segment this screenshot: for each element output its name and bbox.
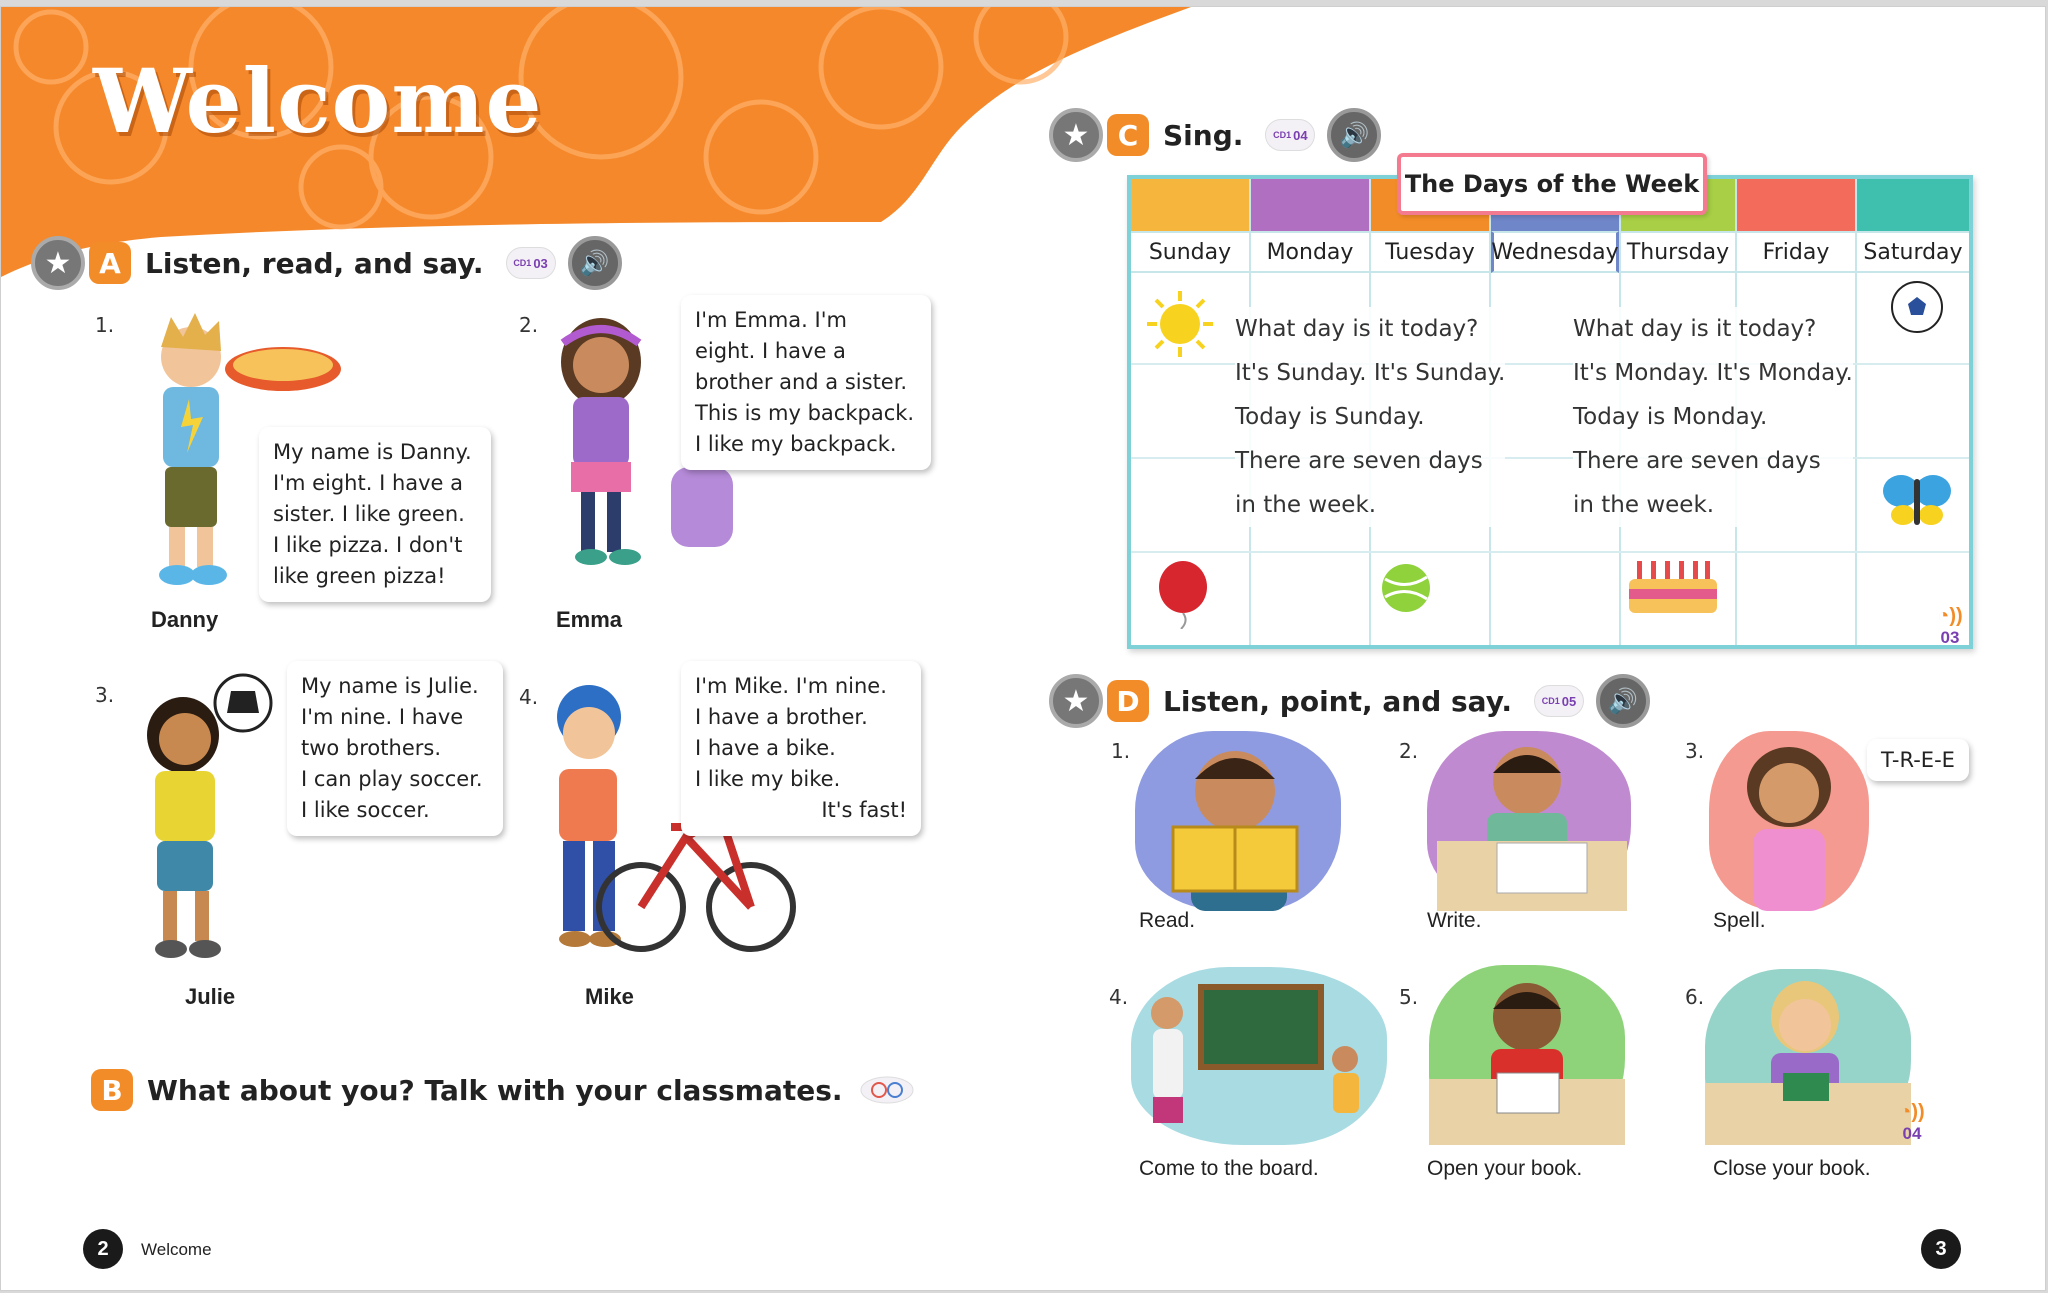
footer-label: Welcome bbox=[141, 1240, 212, 1259]
day-color-bar bbox=[1131, 179, 1249, 231]
grid-line bbox=[1131, 551, 1969, 553]
item-number: 3. bbox=[1685, 739, 1705, 763]
day-label: Saturday bbox=[1857, 231, 1969, 273]
character-name: Danny bbox=[151, 607, 219, 632]
mike-speech-bubble: I'm Mike. I'm nine. I have a brother. I have a bike. I like my bike. It's fast! bbox=[681, 661, 921, 836]
section-b-header bbox=[91, 1062, 915, 1118]
song-title: The Days of the Week bbox=[1397, 153, 1707, 215]
section-a-instruction: Listen, read, and say. bbox=[145, 246, 484, 280]
comic-number: 1. bbox=[95, 313, 115, 337]
item-caption: Close your book. bbox=[1713, 1157, 1871, 1180]
classroom-board-illustration bbox=[1131, 967, 1387, 1145]
section-a-header bbox=[31, 235, 622, 291]
girl-spelling-illustration bbox=[1709, 731, 1869, 911]
open-book-picture bbox=[1429, 965, 1625, 1145]
boy-open-book-illustration bbox=[1429, 965, 1625, 1145]
spell-picture bbox=[1709, 731, 1869, 911]
section-c-instruction: Sing. bbox=[1163, 118, 1244, 152]
soccer-ball-icon bbox=[1889, 279, 1945, 335]
page-number-right: 3 bbox=[1921, 1229, 1961, 1269]
day-color-bar bbox=[1737, 179, 1855, 231]
item-number: 1. bbox=[1111, 739, 1131, 763]
day-color-bar bbox=[1251, 179, 1369, 231]
item-caption: Come to the board. bbox=[1139, 1157, 1319, 1180]
birthday-cake-icon bbox=[1623, 553, 1723, 619]
cd-track-icon[interactable]: CD1 03 bbox=[506, 247, 556, 279]
speaker-icon[interactable]: 🔊 bbox=[1596, 674, 1650, 728]
item-number: 2. bbox=[1399, 739, 1419, 763]
section-b-letter: B bbox=[91, 1069, 133, 1111]
pair-work-icon bbox=[859, 1075, 915, 1105]
emma-speech-bubble: I'm Emma. I'm eight. I have a brother and a sister. This is my backpack. I like my backpack. bbox=[681, 295, 931, 470]
item-caption: Write. bbox=[1427, 909, 1482, 932]
star-icon[interactable]: ★ bbox=[1049, 108, 1103, 162]
butterfly-icon bbox=[1881, 469, 1953, 529]
day-label: Tuesday bbox=[1371, 231, 1489, 273]
julie-speech-bubble: My name is Julie. I'm nine. I have two brothers. I can play soccer. I like soccer. bbox=[287, 661, 503, 836]
section-c-header bbox=[1049, 107, 1381, 163]
julie-illustration bbox=[111, 673, 291, 973]
item-number: 4. bbox=[1109, 985, 1129, 1009]
item-caption: Spell. bbox=[1713, 909, 1766, 932]
star-icon[interactable]: ★ bbox=[1049, 674, 1103, 728]
write-picture bbox=[1427, 731, 1631, 911]
balloon-icon bbox=[1153, 559, 1213, 629]
audio-track-icon[interactable]: ◔)) 04 bbox=[1899, 1101, 1925, 1143]
song-verse-left: What day is it today? It's Sunday. It's Sunday. Today is Sunday. There are seven days in the week. bbox=[1235, 307, 1505, 527]
speaker-icon[interactable]: 🔊 bbox=[1327, 108, 1381, 162]
item-number: 6. bbox=[1685, 985, 1705, 1009]
close-book-picture bbox=[1705, 969, 1911, 1145]
day-label: Sunday bbox=[1131, 231, 1249, 273]
section-c-letter: C bbox=[1107, 114, 1149, 156]
audio-track-icon[interactable]: ◔)) 03 bbox=[1937, 605, 1963, 647]
boy-reading-illustration bbox=[1135, 731, 1341, 911]
day-label: Friday bbox=[1737, 231, 1855, 273]
sun-icon bbox=[1145, 289, 1215, 359]
item-caption: Open your book. bbox=[1427, 1157, 1583, 1180]
item-caption: Read. bbox=[1139, 909, 1196, 932]
speaker-icon[interactable]: 🔊 bbox=[568, 236, 622, 290]
board-picture bbox=[1131, 967, 1387, 1145]
item-number: 5. bbox=[1399, 985, 1419, 1009]
character-name: Emma bbox=[556, 607, 623, 632]
section-b-instruction: What about you? Talk with your classmates. bbox=[147, 1073, 843, 1107]
cd-track-icon[interactable]: CD1 05 bbox=[1534, 685, 1584, 717]
character-name: Mike bbox=[585, 984, 634, 1009]
day-label: Monday bbox=[1251, 231, 1369, 273]
day-column-saturday bbox=[1857, 179, 1969, 645]
day-label: Wednesday bbox=[1491, 231, 1619, 273]
section-d-letter: D bbox=[1107, 680, 1149, 722]
comic-number: 4. bbox=[519, 685, 539, 709]
tennis-ball-icon bbox=[1379, 561, 1433, 615]
boy-writing-illustration bbox=[1427, 731, 1631, 911]
comic-number: 3. bbox=[95, 683, 115, 707]
day-color-bar bbox=[1857, 179, 1969, 231]
song-verse-right: What day is it today? It's Monday. It's Monday. Today is Monday. There are seven days in the week. bbox=[1573, 307, 1853, 527]
danny-speech-bubble: My name is Danny. I'm eight. I have a sister. I like green. I like pizza. I don't like green pizza! bbox=[259, 427, 491, 602]
page-number-left: 2 bbox=[83, 1229, 123, 1269]
character-name: Julie bbox=[185, 984, 236, 1009]
page-title: Welcome bbox=[93, 49, 543, 153]
textbook-spread bbox=[0, 6, 2046, 1291]
section-a-letter: A bbox=[89, 242, 131, 284]
read-picture bbox=[1135, 731, 1341, 911]
comic-number: 2. bbox=[519, 313, 539, 337]
day-label: Thursday bbox=[1621, 231, 1735, 273]
spell-speech-bubble: T-R-E-E bbox=[1867, 739, 1969, 781]
section-d-header bbox=[1049, 673, 1650, 729]
cd-track-icon[interactable]: CD1 04 bbox=[1265, 119, 1315, 151]
section-d-instruction: Listen, point, and say. bbox=[1163, 684, 1513, 718]
star-icon[interactable]: ★ bbox=[31, 236, 85, 290]
girl-close-book-illustration bbox=[1705, 969, 1911, 1145]
